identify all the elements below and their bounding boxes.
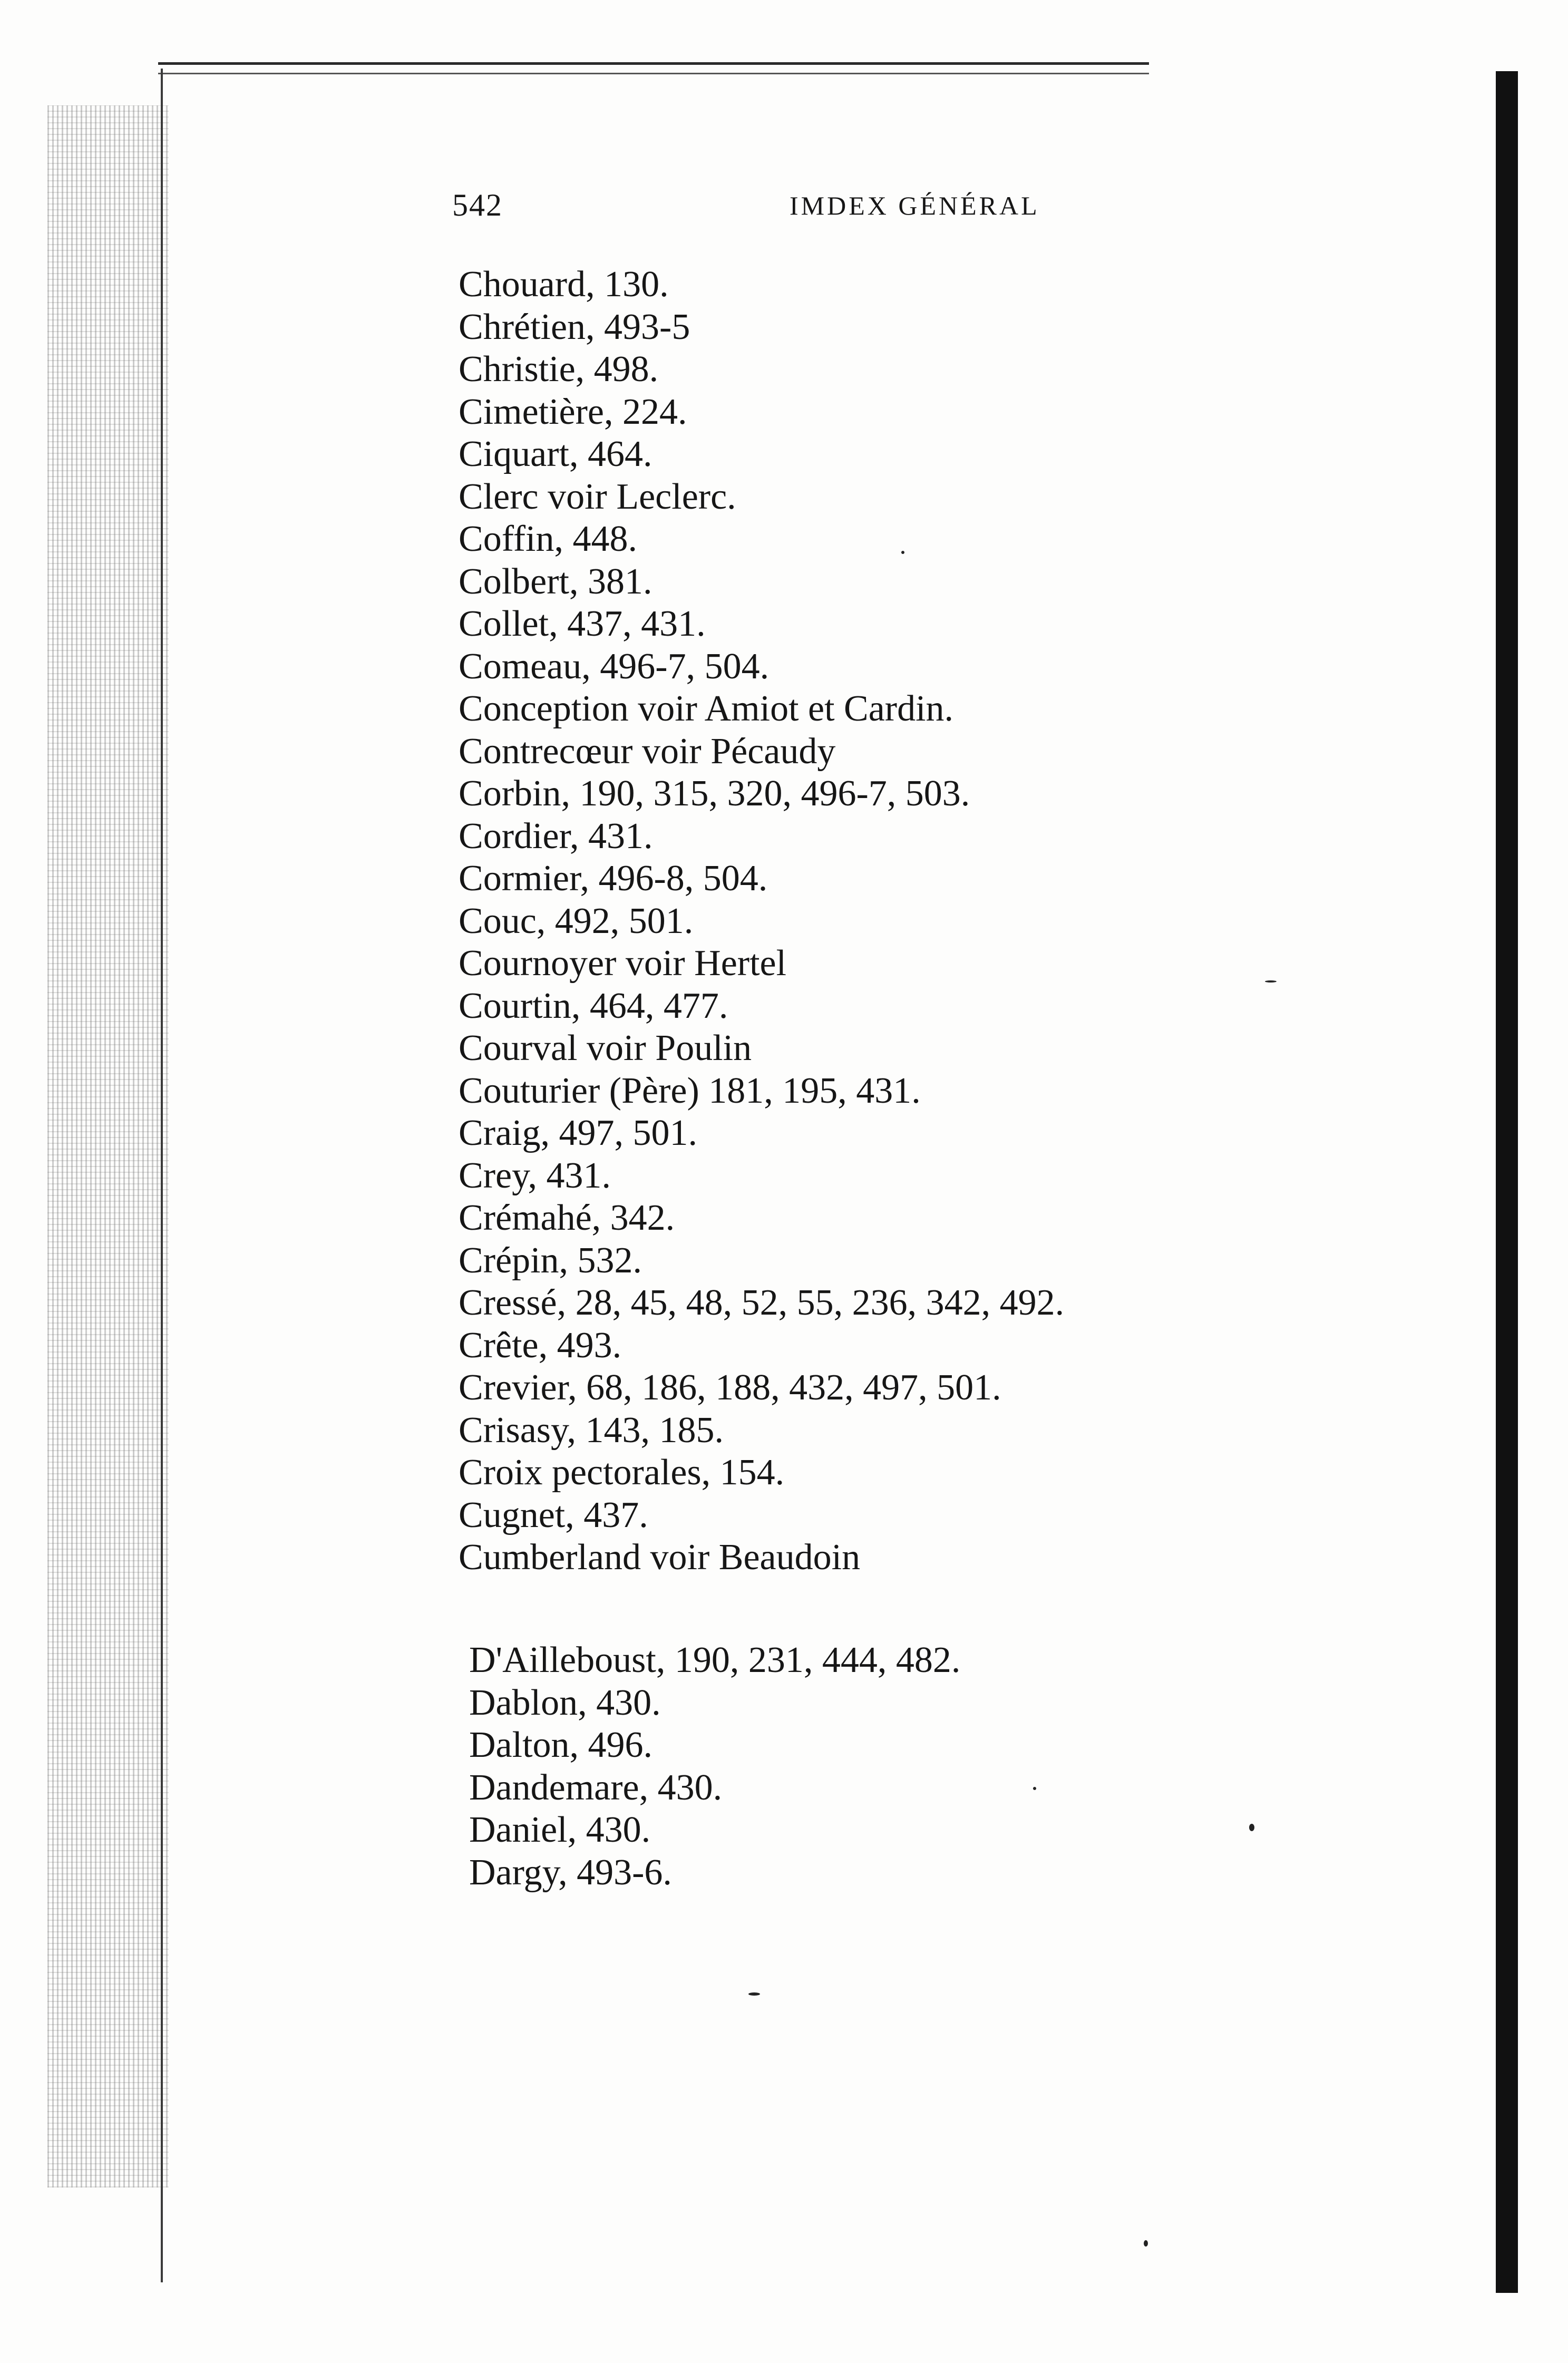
scan-speck bbox=[1033, 1787, 1036, 1790]
index-entry: Couturier (Père) 181, 195, 431. bbox=[459, 1070, 921, 1111]
running-head: IMDEX GÉNÉRAL bbox=[790, 191, 1040, 220]
index-entry: Comeau, 496-7, 504. bbox=[459, 646, 770, 687]
index-entry: Clerc voir Leclerc. bbox=[459, 476, 736, 517]
page-number: 542 bbox=[452, 188, 503, 222]
index-entries-d bbox=[469, 1639, 1470, 1894]
index-entries-c bbox=[459, 264, 1460, 1579]
index-entry: Dablon, 430. bbox=[469, 1682, 661, 1723]
scan-speck bbox=[901, 551, 904, 554]
top-rule-line-secondary bbox=[158, 73, 1149, 74]
index-entry: Ciquart, 464. bbox=[459, 434, 652, 474]
index-entry: Courval voir Poulin bbox=[459, 1028, 752, 1068]
index-entry: Croix pectorales, 154. bbox=[459, 1452, 785, 1493]
index-entry: Craig, 497, 501. bbox=[459, 1113, 698, 1153]
index-entry: Cugnet, 437. bbox=[459, 1494, 648, 1535]
binding-edge-shadow bbox=[47, 105, 169, 2187]
index-entry: Couc, 492, 501. bbox=[459, 900, 694, 941]
index-entry: Cournoyer voir Hertel bbox=[459, 943, 787, 984]
scan-speck bbox=[1265, 980, 1277, 983]
index-entry: Cumberland voir Beaudoin bbox=[459, 1537, 861, 1578]
index-entry: Dalton, 496. bbox=[469, 1725, 653, 1765]
binding-edge-line bbox=[161, 69, 163, 2282]
index-entry: Chrétien, 493-5 bbox=[459, 306, 690, 347]
scan-speck bbox=[1249, 1824, 1254, 1831]
index-entry: Courtin, 464, 477. bbox=[459, 985, 728, 1026]
index-entry: Crey, 431. bbox=[459, 1155, 611, 1196]
index-entry: Colbert, 381. bbox=[459, 561, 652, 602]
index-entry: Cormier, 496-8, 504. bbox=[459, 858, 768, 899]
index-entry: Chouard, 130. bbox=[459, 264, 669, 305]
index-entry: Dandemare, 430. bbox=[469, 1767, 723, 1808]
index-entry: Coffin, 448. bbox=[459, 519, 637, 559]
index-entry: Cordier, 431. bbox=[459, 815, 653, 857]
index-entry: Christie, 498. bbox=[459, 349, 659, 390]
index-entry: Crevier, 68, 186, 188, 432, 497, 501. bbox=[459, 1367, 1001, 1408]
index-entry: Crémahé, 342. bbox=[459, 1198, 675, 1238]
index-entry: Crisasy, 143, 185. bbox=[459, 1409, 724, 1451]
index-entry: Daniel, 430. bbox=[469, 1810, 651, 1850]
scan-speck bbox=[1144, 2240, 1148, 2247]
right-page-edge-bar bbox=[1496, 71, 1518, 2293]
scan-speck bbox=[748, 1992, 760, 1996]
index-entry: D'Ailleboust, 190, 231, 444, 482. bbox=[469, 1640, 961, 1680]
index-entry: Corbin, 190, 315, 320, 496-7, 503. bbox=[459, 773, 970, 814]
index-entry: Crépin, 532. bbox=[459, 1240, 642, 1281]
index-entry: Cimetière, 224. bbox=[459, 391, 687, 432]
index-entry: Collet, 437, 431. bbox=[459, 604, 706, 644]
index-entry: Cressé, 28, 45, 48, 52, 55, 236, 342, 492. bbox=[459, 1282, 1065, 1323]
index-entry: Dargy, 493-6. bbox=[469, 1852, 672, 1893]
top-rule-line bbox=[158, 62, 1149, 65]
page-header bbox=[452, 187, 1085, 235]
index-entry: Conception voir Amiot et Cardin. bbox=[459, 688, 954, 729]
index-entry: Crête, 493. bbox=[459, 1325, 622, 1366]
index-entry: Contrecœur voir Pécaudy bbox=[459, 731, 836, 772]
